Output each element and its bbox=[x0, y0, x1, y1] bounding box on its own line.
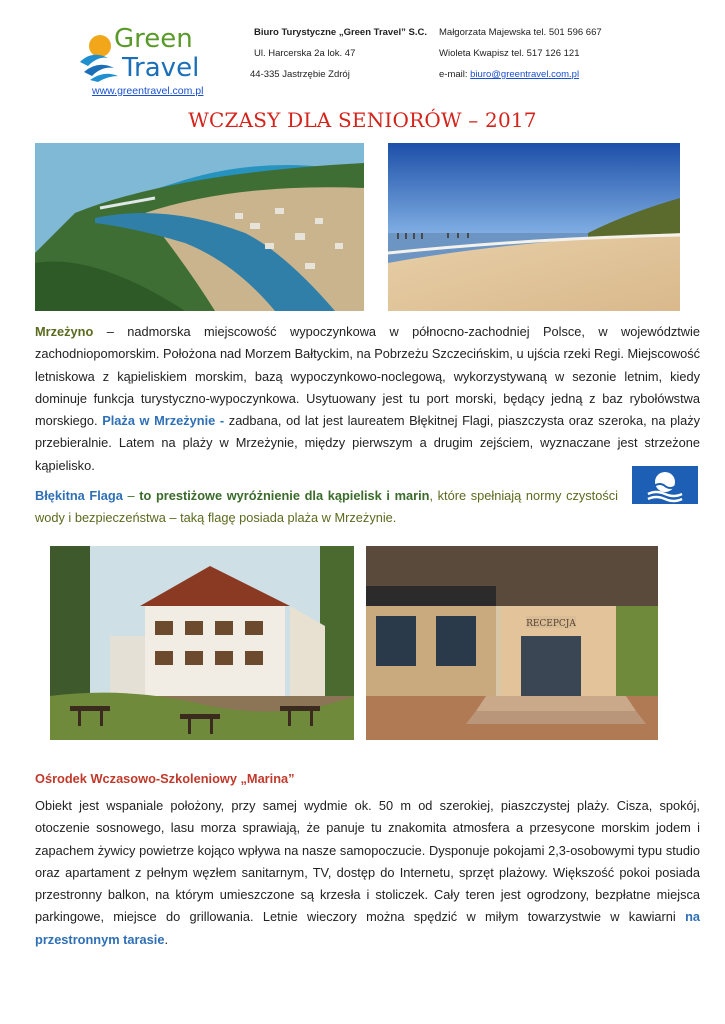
page-title: WCZASY DLA SENIORÓW – 2017 bbox=[188, 108, 537, 132]
aerial-photo-mrzezyno bbox=[35, 143, 364, 311]
hotel-building-photo bbox=[50, 546, 354, 740]
email-label: e-mail: bbox=[439, 69, 471, 80]
green-travel-logo[interactable] bbox=[78, 22, 218, 82]
email-link[interactable]: biuro@greentravel.com.pl bbox=[470, 69, 580, 80]
contact-kwapisz: Wioleta Kwapisz tel. 517 126 121 bbox=[439, 48, 580, 59]
blue-flag-paragraph bbox=[35, 485, 618, 530]
resort-text: Obiekt jest wspaniale położony, przy samej wydmie ok. 50 m od szerokiej, piaszczystej plaży. Cisza, spokój, otoczenie sosnowego, lasu morza sprawiają, że panuje tu znakomita atmosfera a przesycone morskim jodem i zapachem żywicy powietrze kojąco wpływa na nasze samopoczucie. Dysponuje pokojami 2,3-osobowymi typu studio oraz apartament z pełnym węzłem sanitarnym, TV, dostęp do Internetu, sprzęt plażowy. Większość pokoi posiada przestronny balkon, na którym umieszczone są krzesła i stoliczek. Cały teren jest ogrodzony, bezpłatne miejsca parkingowe, miejsce do grillowania. Letnie wieczory można spędzić w miłym towarzystwie w kawiarni bbox=[35, 798, 700, 925]
resort-paragraph bbox=[35, 795, 700, 951]
resort-end: . bbox=[164, 931, 168, 947]
reception-photo bbox=[366, 546, 658, 740]
terrace-text: na przestronnym tarasie bbox=[35, 909, 700, 947]
contact-majewska: Małgorzata Majewska tel. 501 596 667 bbox=[439, 27, 602, 38]
beach-text: zadbana, od lat jest laureatem Błękitnej Flagi, piaszczysta oraz szeroka, na plaży przebieralnie. Latem na plaży w Mrzeżynie, między pierwszym a drugim zejściem, wyznaczane jest strzeżone kąpielisko. bbox=[35, 413, 700, 473]
svg-text:Green: Green bbox=[114, 24, 193, 54]
beach-photo bbox=[388, 143, 680, 311]
website-link[interactable]: www.greentravel.com.pl bbox=[92, 85, 204, 97]
blue-flag-dash: – bbox=[122, 488, 140, 503]
address-line1: Ul. Harcerska 2a lok. 47 bbox=[254, 48, 356, 59]
intro-paragraph bbox=[35, 321, 700, 477]
blue-flag-icon bbox=[632, 466, 698, 504]
intro-text: – nadmorska miejscowość wypoczynkowa w północno-zachodniej Polsce, w województwie zachodniopomorskim. Położona nad Morzem Bałtyckim, na Pobrzeżu Szczecińskim, u ujścia rzeki Regi. Miejscowość letniskowa z kąpieliskiem morskim, bazą wypoczynkowo-noclegową, wykorzystywaną w sezonie letnim, kiedy dominuje funkcja turystyczno-wypoczynkowa. Usytuowany jest tu port morski, będący jedną z baz rybołówstwa morskiego. bbox=[35, 324, 700, 429]
company-name: Biuro Turystyczne „Green Travel” S.C. bbox=[254, 27, 427, 38]
reception-sign: RECEPCJA bbox=[526, 619, 576, 629]
address-line2: 44-335 Jastrzębie Zdrój bbox=[250, 69, 350, 80]
blue-flag-label: Błękitna Flaga bbox=[35, 488, 123, 503]
resort-heading: Ośrodek Wczasowo-Szkoleniowy „Marina” bbox=[35, 771, 295, 786]
email-line bbox=[439, 70, 579, 80]
svg-text:Travel: Travel bbox=[122, 53, 200, 82]
place-name: Mrzeżyno bbox=[35, 324, 94, 339]
beach-label: Plaża w Mrzeżynie - bbox=[102, 413, 229, 429]
blue-flag-text: , które spełniają normy czystości wody i bezpieczeństwa – taką flagę posiada plaża w Mrzeżynie. bbox=[35, 488, 618, 526]
blue-flag-bold-text: to prestiżowe wyróżnienie dla kąpielisk i marin bbox=[139, 488, 430, 503]
